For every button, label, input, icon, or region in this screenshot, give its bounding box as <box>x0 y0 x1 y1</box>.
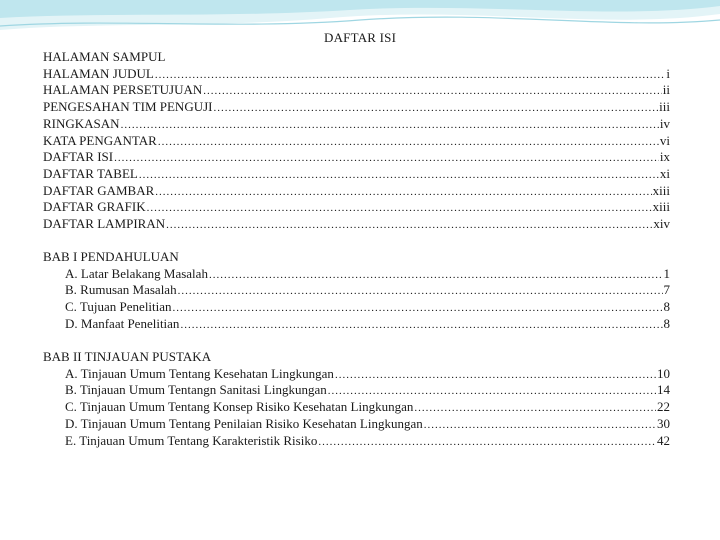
chapter-heading: BAB I PENDAHULUAN <box>43 249 179 264</box>
toc-entry-label: A. Latar Belakang Masalah <box>65 265 208 281</box>
toc-entry <box>43 65 670 82</box>
toc-entry-label: DAFTAR GRAFIK <box>43 199 146 215</box>
toc-subentry <box>65 365 670 382</box>
toc-entry: HALAMAN SAMPUL <box>43 49 166 64</box>
toc-entry <box>43 182 670 199</box>
toc-entry <box>43 215 670 232</box>
toc-subentry <box>65 315 670 332</box>
toc-page-number: ii <box>662 82 670 98</box>
toc-entry-label: HALAMAN JUDUL <box>43 65 154 81</box>
toc-subentry <box>65 398 670 415</box>
toc-entry-label: DAFTAR TABEL <box>43 165 138 181</box>
toc-page-number: 42 <box>657 432 670 448</box>
toc-entry-label: PENGESAHAN TIM PENGUJI <box>43 99 213 115</box>
toc-subentry <box>65 265 670 282</box>
dot-leader <box>180 317 662 334</box>
toc-entry <box>43 98 670 115</box>
toc-entry-label: RINGKASAN <box>43 115 120 131</box>
toc-page-number: xiii <box>652 199 670 215</box>
toc-entry-label: A. Tinjauan Umum Tentang Kesehatan Lingkungan <box>65 365 334 381</box>
toc-entry-label: DAFTAR ISI <box>43 149 114 165</box>
toc-entry <box>43 115 670 132</box>
toc-page-number: 10 <box>657 365 670 381</box>
toc-subentry <box>65 381 670 398</box>
dot-leader <box>318 434 656 451</box>
toc-entry-label: B. Rumusan Masalah <box>65 282 177 298</box>
toc-page-number: ix <box>659 149 670 165</box>
toc-page-number: vi <box>659 132 670 148</box>
toc-page-number: xiii <box>652 182 670 198</box>
toc-page-number: 8 <box>663 315 670 331</box>
toc-subentry <box>65 432 670 449</box>
toc-page-number: 1 <box>663 265 670 281</box>
toc-entry-label: D. Tinjauan Umum Tentang Penilaian Risiko Kesehatan Lingkungan <box>65 415 423 431</box>
toc-page-number: iv <box>659 115 670 131</box>
toc-entry-label: HALAMAN PERSETUJUAN <box>43 82 203 98</box>
toc-page-number: 7 <box>663 282 670 298</box>
toc-page-number: i <box>666 65 670 81</box>
toc-entry-label: DAFTAR LAMPIRAN <box>43 216 166 231</box>
toc-entry-label: C. Tujuan Penelitian <box>65 299 172 315</box>
dot-leader <box>166 217 652 234</box>
toc-page-number: 8 <box>663 299 670 315</box>
toc-page-number: 22 <box>657 399 670 415</box>
toc-subentry <box>65 415 670 432</box>
toc-subentry <box>65 298 670 315</box>
toc-entry-label: E. Tinjauan Umum Tentang Karakteristik Risiko <box>65 432 318 448</box>
toc-entry <box>43 81 670 98</box>
toc-entry-label: D. Manfaat Penelitian <box>65 315 180 331</box>
toc-entry <box>43 165 670 182</box>
toc-entry-label: KATA PENGANTAR <box>43 132 157 148</box>
toc-entry <box>43 132 670 149</box>
toc-page-number: xiv <box>653 216 670 231</box>
toc-page-number: 14 <box>657 382 670 398</box>
toc-entry <box>43 148 670 165</box>
toc-entry-label: DAFTAR GAMBAR <box>43 182 155 198</box>
toc-page-number: 30 <box>657 415 670 431</box>
toc-subentry <box>65 281 670 298</box>
page-title: DAFTAR ISI <box>324 30 397 45</box>
toc-entry-label: C. Tinjauan Umum Tentang Konsep Risiko Kesehatan Lingkungan <box>65 399 414 415</box>
chapter-heading: BAB II TINJAUAN PUSTAKA <box>43 349 212 364</box>
toc-page-number: iii <box>659 99 670 115</box>
toc-page-number: xi <box>659 165 670 181</box>
toc-entry-label: B. Tinjauan Umum Tentangn Sanitasi Lingkungan <box>65 382 327 398</box>
toc-entry <box>43 198 670 215</box>
